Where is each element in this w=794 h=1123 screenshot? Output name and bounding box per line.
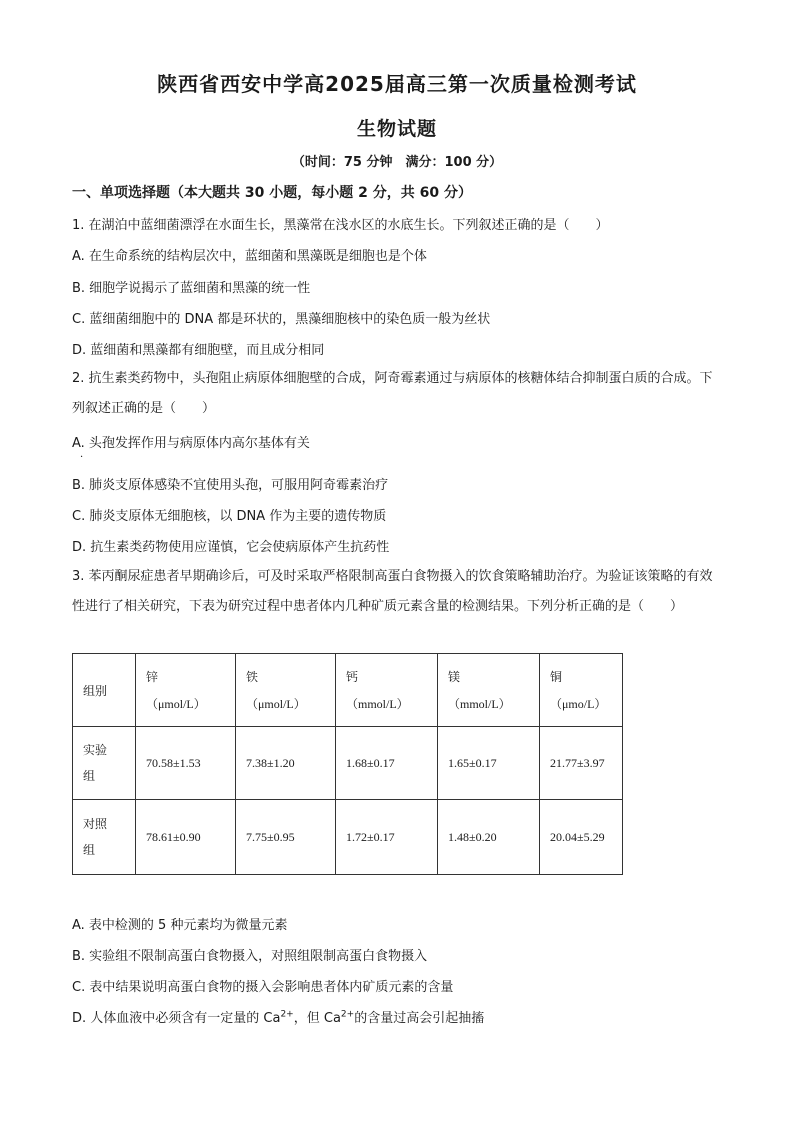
section-heading: 一、单项选择题（本大题共 30 小题，每小题 2 分，共 60 分） <box>72 185 472 201</box>
q1-option-c: C. 蓝细菌细胞中的 DNA 都是环状的，黑藻细胞核中的染色质一般为丝状 <box>72 312 491 327</box>
exam-meta: （时间：75 分钟 满分：100 分） <box>291 155 503 170</box>
table-header-row <box>73 654 623 727</box>
q2-option-a: A. 头孢发挥作用与病原体内高尔基体有关 <box>72 436 310 451</box>
header-zinc: 锌 （μmol/L） <box>136 654 236 727</box>
table-cell: 7.38±1.20 <box>236 727 336 800</box>
q2-stem: 2. 抗生素类药物中，头孢阻止病原体细胞壁的合成，阿奇霉素通过与病原体的核糖体结合抑制蛋白质的合成。下列叙述正确的是（ ） <box>72 371 713 416</box>
table-cell: 21.77±3.97 <box>540 727 623 800</box>
q1-option-b: B. 细胞学说揭示了蓝细菌和黑藻的统一性 <box>72 281 311 296</box>
header-group: 组别 <box>73 654 136 727</box>
header-magnesium: 镁 （mmol/L） <box>438 654 540 727</box>
table-cell: 1.72±0.17 <box>336 800 438 875</box>
dot-mark: · <box>80 452 84 463</box>
q3-option-c: C. 表中结果说明高蛋白食物的摄入会影响患者体内矿质元素的含量 <box>72 980 454 995</box>
q2-option-c: C. 肺炎支原体无细胞核，以 DNA 作为主要的遗传物质 <box>72 509 387 524</box>
q1-option-d: D. 蓝细菌和黑藻都有细胞壁，而且成分相同 <box>72 343 325 358</box>
q1-stem: 1. 在湖泊中蓝细菌漂浮在水面生长，黑藻常在浅水区的水底生长。下列叙述正确的是（ ） <box>72 218 609 233</box>
q3-option-d: D. 人体血液中必须含有一定量的 $Ca^{2+}$，但 $Ca^{2+}$的含量过高会引起抽搐 <box>72 1009 485 1026</box>
table-cell: 78.61±0.90 <box>136 800 236 875</box>
q2-option-b: B. 肺炎支原体感染不宜使用头孢，可服用阿奇霉素治疗 <box>72 478 389 493</box>
subject-title: 生物试题 <box>356 118 437 140</box>
table-cell: 1.65±0.17 <box>438 727 540 800</box>
table-cell: 20.04±5.29 <box>540 800 623 875</box>
q2-option-d: D. 抗生素类药物使用应谨慎，它会使病原体产生抗药性 <box>72 540 390 555</box>
table-row <box>73 727 623 800</box>
header-calcium: 钙 （mmol/L） <box>336 654 438 727</box>
mineral-table <box>72 653 623 875</box>
header-copper: 铜 （μmo/L） <box>540 654 623 727</box>
table-row <box>73 800 623 875</box>
table-cell: 1.48±0.20 <box>438 800 540 875</box>
header-iron: 铁 （μmol/L） <box>236 654 336 727</box>
table-cell: 70.58±1.53 <box>136 727 236 800</box>
q3-stem: 3. 苯丙酮尿症患者早期确诊后，可及时采取严格限制高蛋白食物摄入的饮食策略辅助治疗。为验证该策略的有效性进行了相关研究，下表为研究过程中患者体内几种矿质元素含量的检测结果。下列分析正确的是（ ） <box>72 569 713 614</box>
table-cell: 1.68±0.17 <box>336 727 438 800</box>
group-cell: 对照组 <box>73 800 136 875</box>
q3-option-a: A. 表中检测的 5 种元素均为微量元素 <box>72 918 288 933</box>
q3-option-b: B. 实验组不限制高蛋白食物摄入，对照组限制高蛋白食物摄入 <box>72 949 428 964</box>
q1-option-a: A. 在生命系统的结构层次中，蓝细菌和黑藻既是细胞也是个体 <box>72 249 427 264</box>
table-cell: 7.75±0.95 <box>236 800 336 875</box>
group-cell: 实验组 <box>73 727 136 800</box>
exam-title: 陕西省西安中学高2025届高三第一次质量检测考试 <box>157 72 637 96</box>
